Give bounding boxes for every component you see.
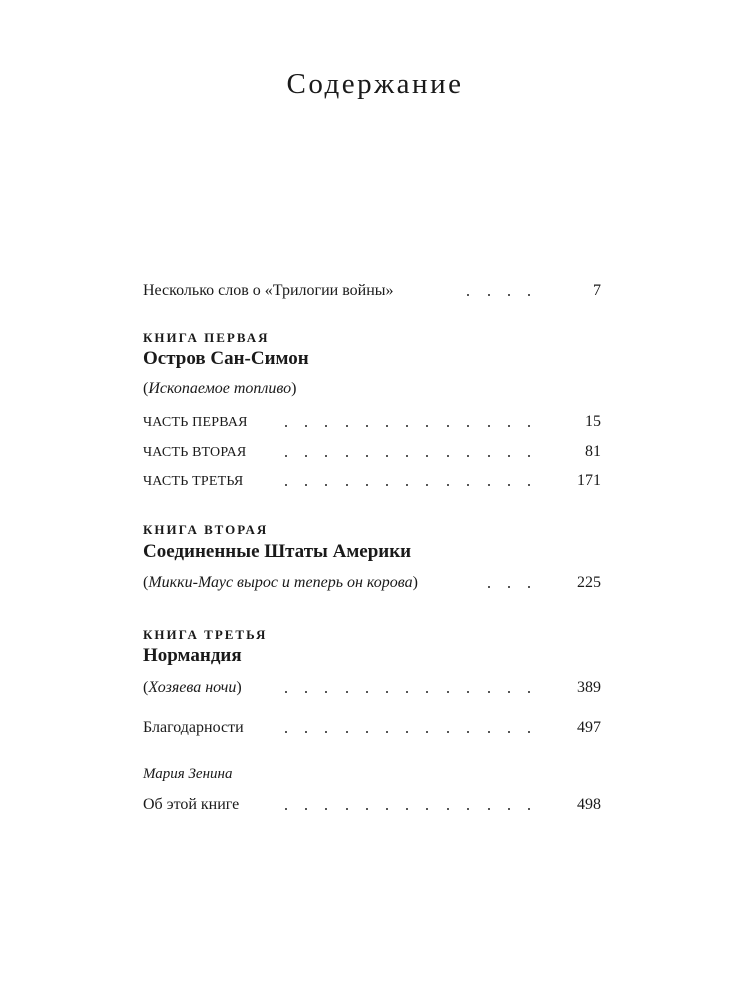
toc-entry-label: ЧАСТЬ ВТОРАЯ xyxy=(143,445,247,460)
toc-page-number: 171 xyxy=(577,472,601,489)
paren-close: ) xyxy=(412,574,418,591)
afterword-author: Мария Зенина xyxy=(143,766,233,782)
book-heading: КНИГА ПЕРВАЯ xyxy=(143,330,270,345)
toc-entry-label: ЧАСТЬ ТРЕТЬЯ xyxy=(143,474,244,489)
paren-open: ( xyxy=(143,574,149,591)
toc-entry-label: Об этой книге xyxy=(143,796,240,813)
dot-leader xyxy=(143,484,601,487)
dot-leader xyxy=(143,455,601,458)
toc-entry-part-3[interactable] xyxy=(143,466,601,490)
page-title: Содержание xyxy=(286,68,464,100)
book-heading: КНИГА ВТОРАЯ xyxy=(143,522,269,537)
toc-entry-book-3[interactable] xyxy=(143,673,601,697)
subtitle-text: Хозяева ночи xyxy=(148,679,237,696)
paren-open: ( xyxy=(143,679,149,696)
toc-entry-label: Благодарности xyxy=(143,719,244,736)
paren-open: ( xyxy=(143,380,149,397)
toc-entry-intro[interactable] xyxy=(143,276,601,300)
toc-entry-label: Несколько слов о «Трилогии войны» xyxy=(143,282,394,299)
paren-close: ) xyxy=(236,679,242,696)
book-title[interactable]: Нормандия xyxy=(143,645,242,666)
toc-entry-part-2[interactable] xyxy=(143,437,601,461)
toc-page-number: 389 xyxy=(577,679,601,696)
toc-entry-acknowledgements[interactable] xyxy=(143,713,601,737)
dot-leader xyxy=(143,425,601,428)
dot-leader xyxy=(143,808,601,811)
toc-page-number: 498 xyxy=(577,796,601,813)
book-subtitle xyxy=(143,374,601,398)
toc-page-number: 15 xyxy=(585,413,601,430)
dot-leader xyxy=(143,691,601,694)
toc-entry-label: ЧАСТЬ ПЕРВАЯ xyxy=(143,415,248,430)
toc-entry-part-1[interactable] xyxy=(143,407,601,431)
toc-entry-book-2[interactable] xyxy=(143,568,601,592)
dot-leader xyxy=(143,586,601,589)
book-title[interactable]: Остров Сан-Симон xyxy=(143,348,309,369)
book-heading: КНИГА ТРЕТЬЯ xyxy=(143,627,268,642)
paren-close: ) xyxy=(291,380,297,397)
book-title[interactable]: Соединенные Штаты Америки xyxy=(143,541,412,562)
toc-entry-afterword[interactable] xyxy=(143,790,601,814)
toc-page-number: 225 xyxy=(577,574,601,591)
dot-leader xyxy=(143,731,601,734)
subtitle-text: Микки-Маус вырос и теперь он корова xyxy=(148,574,413,591)
toc-page-number: 497 xyxy=(577,719,601,736)
toc-page-number: 81 xyxy=(585,443,601,460)
dot-leader xyxy=(143,294,601,297)
subtitle-text: Ископаемое топливо xyxy=(148,380,292,397)
toc-page-number: 7 xyxy=(593,282,601,299)
